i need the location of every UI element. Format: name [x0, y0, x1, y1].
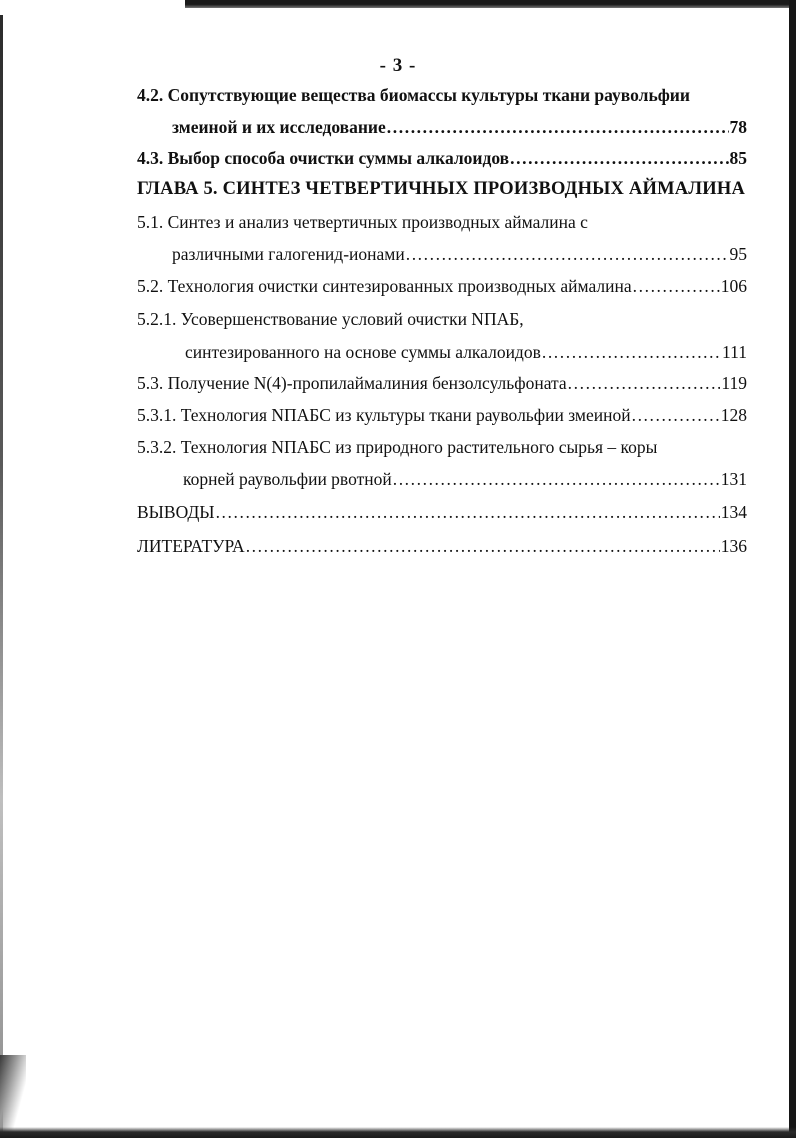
toc-entry-5-2-1-title — [137, 308, 747, 330]
leader-dots — [510, 147, 728, 169]
toc-page-ref: 106 — [720, 276, 747, 296]
toc-entry-5-3-2-title — [137, 436, 747, 458]
toc-page-ref: 78 — [729, 117, 747, 137]
leader-dots — [246, 535, 720, 557]
toc-entry-text: ВЫВОДЫ — [137, 502, 215, 522]
toc-entry-5-1-title — [137, 211, 747, 233]
toc-page-ref: 111 — [722, 342, 747, 362]
leader-dots — [568, 372, 721, 394]
toc-page-ref: 85 — [729, 148, 747, 168]
toc-entry-text: 5.2.1. Усовершенствование условий очистки NПАБ, — [137, 309, 524, 329]
toc-entry-text: 5.2. Технология очистки синтезированных производных аймалина — [137, 276, 632, 296]
leader-dots — [632, 404, 720, 426]
leader-dots — [542, 341, 721, 363]
toc-entry-text: 4.2. Сопутствующие вещества биомассы культуры ткани раувольфии — [137, 85, 690, 105]
toc-entry-literature — [137, 535, 747, 557]
toc-entry-5-3-2 — [183, 468, 747, 490]
toc-entry-text: синтезированного на основе суммы алкалоидов — [185, 342, 541, 362]
toc-entry-4-2 — [172, 116, 747, 138]
toc-entry-text: 5.3.1. Технология NПАБС из культуры ткани раувольфии змеиной — [137, 405, 631, 425]
toc-page-ref: 95 — [729, 244, 747, 264]
toc-entry-5-1 — [172, 243, 747, 265]
toc-entry-text: 5.1. Синтез и анализ четвертичных производных аймалина с — [137, 212, 588, 232]
toc-entry-4-2-title — [137, 84, 747, 106]
toc-chapter-5 — [137, 178, 747, 200]
leader-dots — [393, 468, 720, 490]
toc-entry-5-2-1 — [185, 341, 747, 363]
toc-entry-text: змеиной и их исследование — [172, 117, 386, 137]
toc-entry-text: корней раувольфии рвотной — [183, 469, 392, 489]
toc-entry-text: 5.3. Получение N(4)-пропилаймалиния бензолсульфоната — [137, 373, 567, 393]
toc-page-ref: 131 — [720, 469, 747, 489]
toc-entry-conclusions — [137, 501, 747, 523]
toc-entry-text: 5.3.2. Технология NПАБС из природного растительного сырья – коры — [137, 437, 658, 457]
leader-dots — [633, 275, 720, 297]
leader-dots — [387, 116, 729, 138]
leader-dots — [406, 243, 729, 265]
toc-page-ref: 136 — [720, 536, 747, 556]
toc-entry-5-2 — [137, 275, 747, 297]
page-number: - 3 - — [379, 55, 417, 76]
toc-entry-4-3 — [137, 147, 747, 169]
toc-entry-5-3 — [137, 372, 747, 394]
toc-page-ref: 128 — [720, 405, 747, 425]
toc-entry-5-3-1 — [137, 404, 747, 426]
leader-dots — [216, 501, 720, 523]
chapter-title: ГЛАВА 5. СИНТЕЗ ЧЕТВЕРТИЧНЫХ ПРОИЗВОДНЫХ АЙМАЛИНА — [137, 179, 746, 199]
toc-entry-text: 4.3. Выбор способа очистки суммы алкалоидов — [137, 148, 510, 168]
toc-page-ref: 134 — [720, 502, 747, 522]
toc-entry-text: различными галогенид-ионами — [172, 244, 405, 264]
toc-entry-text: ЛИТЕРАТУРА — [137, 536, 245, 556]
toc-page-ref: 119 — [721, 373, 747, 393]
